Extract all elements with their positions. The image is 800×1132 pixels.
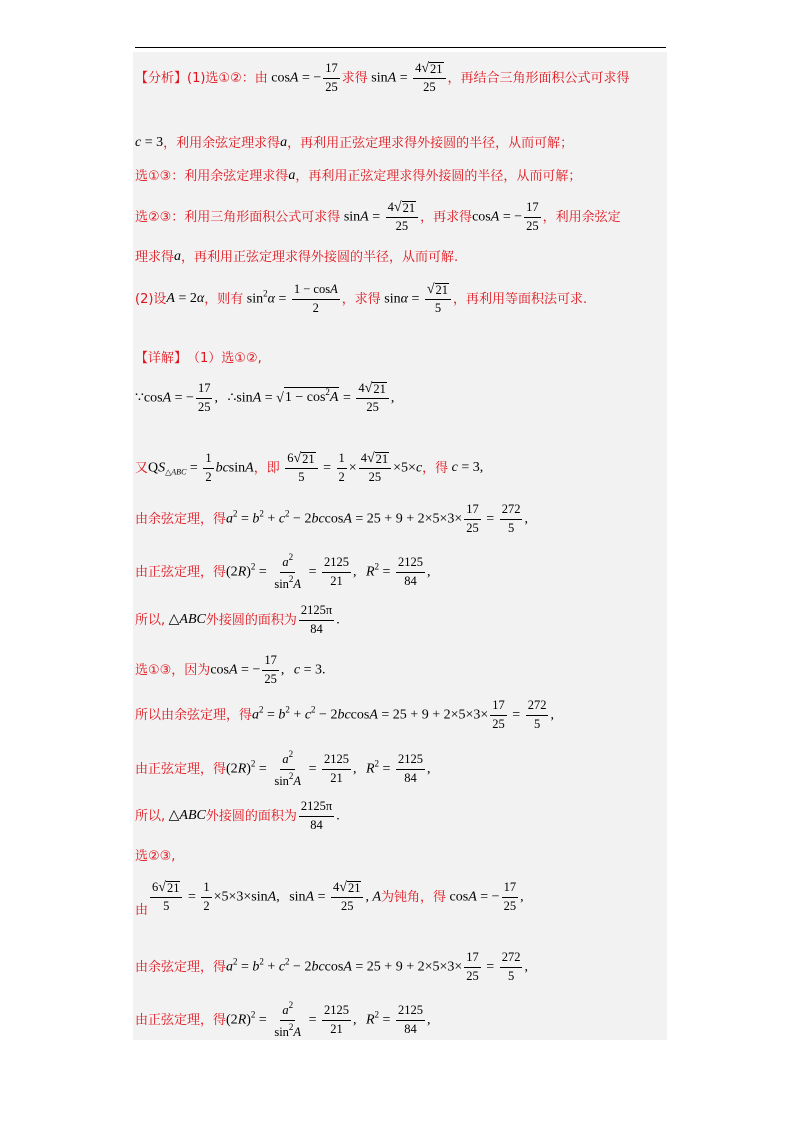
detail-line-8: 所以由余弦定理，得 $a^2 = b^2 + c^2 - 2bccosA = 25 + 9 + 2\times 5\times 3\times$ $\frac{17}{25}$ = $\frac{272}{5}$ , [135,698,554,731]
detail-line-12: 由 6 √ 21 5 = $\frac{1}{2}$ ×5×3×sinA, sinA = 4 √ 21 25 , A 为钝角，得 cosA = − $\frac{17}{25}$ , [135,880,524,918]
detail-line-2: ∵cosA = − $\frac{17}{25}$ , ∴sinA = √ $1 - \cos^2A$ = 4 √ 21 25 , [135,381,395,415]
math-cosA: cosA = − $\frac{17}{25}$ [267,61,338,94]
detail-line-6: 所以, △ABC 外接圆的面积为 $\frac{2125\pi}{84}$ . [135,603,340,636]
analysis-title: 【分析】 [135,70,188,86]
analysis-line-3: 选①③：利用余弦定理求得 a ，再利用正弦定理求得外接圆的半径，从而可解； [135,168,582,184]
header-rule [135,47,666,48]
detail-line-14: 由正弦定理，得 $(2R)^2$ = $\frac{a^2}{\sin^2A}$ = $\frac{2125}{21}$ , $R^2$ = $\frac{2125}{84}$ , [135,1000,431,1039]
detail-line-9: 由正弦定理，得 $(2R)^2$ = $\frac{a^2}{\sin^2A}$ = $\frac{2125}{21}$ , $R^2$ = $\frac{2125}{84}$ , [135,749,431,788]
detail-title: 【详解】 [135,351,188,366]
math-sinA: sinA = 4 √ 21 25 [368,62,448,95]
detail-line-5: 由正弦定理，得 $(2R)^2$ = $\frac{a^2}{\sin^2A}$ = $\frac{2125}{21}$ , $R^2$ = $\frac{2125}{84}$ , [135,552,431,591]
detail-line-4: 由余弦定理，得 $a^2 = b^2 + c^2 - 2bccosA = 25 + 9 + 2\times 5\times 3\times$ $\frac{17}{25}$ = $\frac{272}{5}$ , [135,502,528,535]
analysis-line-4: 选②③：利用三角形面积公式可求得 sinA = 4 √ 21 25 ，再求得 cosA = − $\frac{17}{25}$ ，利用余弦定 [135,200,621,234]
analysis-line-5: 理求得 a ，再利用正弦定理求得外接圆的半径，从而可解. [135,249,459,265]
analysis-line-2: c = 3 ，利用余弦定理求得 a ，再利用正弦定理求得外接圆的半径，从而可解； [135,135,574,151]
analysis-line-1: 【分析】 (1)选①②：由 cosA = − $\frac{17}{25}$ 求得 sinA = 4 √ 21 25 ，再结合三角形面积公式可求得 [135,61,630,95]
analysis-line-6: (2)设 A = 2α ，则有 $\sin^2\alpha$ = $\frac{1 - \cos A}{2}$ ，求得 sinα = √ 21 5 ，再利用等面积法可求. [135,282,588,316]
detail-line-3: 又 $QS_{\triangle ABC}$ = $\frac{1}{2}$ bcsinA ，即 6 √ 21 5 = $\frac{1}{2}$ × 4 √ 21 25 ×5×c ，得 c = 3, [135,451,484,485]
detail-line-1: 【详解】 （1）选①②, [135,351,262,366]
detail-line-10: 所以, △ABC 外接圆的面积为 $\frac{2125\pi}{84}$ . [135,799,340,832]
detail-line-7: 选①③，因为 cosA = − $\frac{17}{25}$ , c = 3. [135,653,326,686]
detail-line-13: 由余弦定理，得 $a^2 = b^2 + c^2 - 2bccosA = 25 + 9 + 2\times 5\times 3\times$ $\frac{17}{25}$ = $\frac{272}{5}$ , [135,950,528,983]
detail-line-11: 选②③, [135,849,176,864]
